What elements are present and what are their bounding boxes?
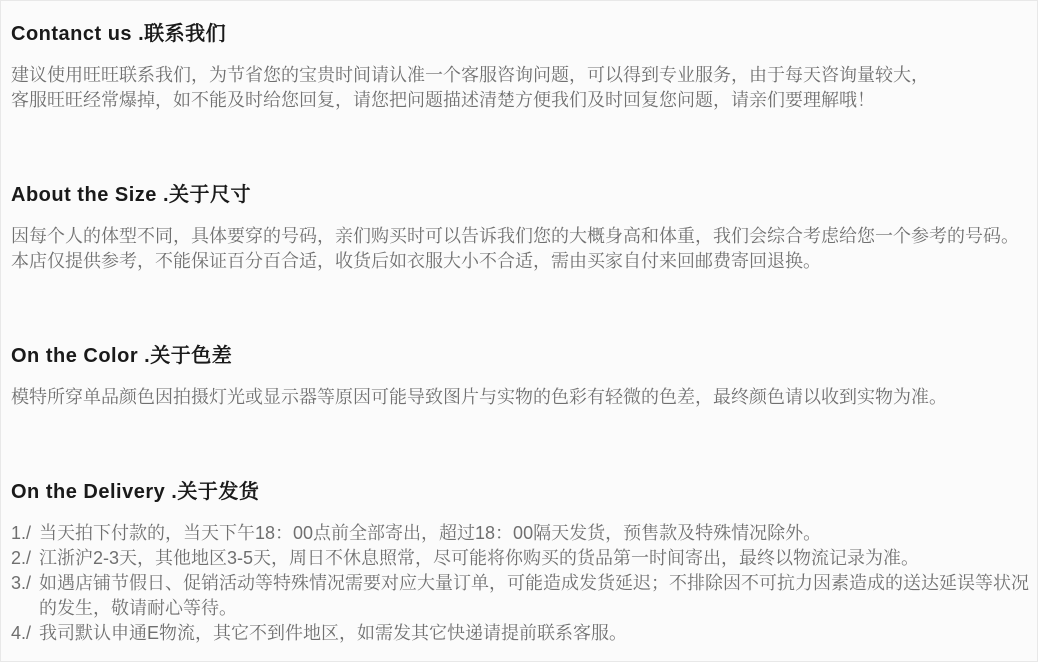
list-item-marker: 4./ <box>11 623 32 643</box>
list-item-marker: 3./ <box>11 573 32 593</box>
about-size-line: 因每个人的体型不同，具体要穿的号码，亲们购买时可以告诉我们您的大概身高和体重，我们会综合考虑给您一个参考的号码。 <box>11 226 1019 246</box>
about-size-heading: About the Size .关于尺寸 <box>11 184 251 206</box>
on-delivery-heading: On the Delivery .关于发货 <box>11 481 260 503</box>
list-item <box>11 521 1029 546</box>
list-item-marker: 2./ <box>11 548 32 568</box>
delivery-notice-list <box>11 521 1029 646</box>
list-item-text: 我司默认申通E物流，其它不到件地区，如需发其它快递请提前联系客服。 <box>39 623 628 643</box>
list-item-text: 江浙沪2-3天，其他地区3-5天，周日不休息照常，尽可能将你购买的货品第一时间寄出，最终以物流记录为准。 <box>39 548 920 568</box>
list-item-text: 如遇店铺节假日、促销活动等特殊情况需要对应大量订单，可能造成发货延迟；不排除因不可抗力因素造成的送达延误等状况的发生，敬请耐心等待。 <box>39 573 1029 618</box>
contact-us-line: 建议使用旺旺联系我们，为节省您的宝贵时间请认准一个客服咨询问题，可以得到专业服务，由于每天咨询量较大， <box>11 65 929 85</box>
contact-us-heading: Contanct us .联系我们 <box>11 23 227 45</box>
list-item <box>11 571 1029 621</box>
section-contact-us <box>11 23 1029 113</box>
list-item <box>11 621 1029 646</box>
contact-us-line: 客服旺旺经常爆掉，如不能及时给您回复，请您把问题描述清楚方便我们及时回复您问题，请亲们要理解哦！ <box>11 90 875 110</box>
on-color-line: 模特所穿单品颜色因拍摄灯光或显示器等原因可能导致图片与实物的色彩有轻微的色差，最终颜色请以收到实物为准。 <box>11 387 947 407</box>
list-item-marker: 1./ <box>11 523 32 543</box>
about-size-line: 本店仅提供参考，不能保证百分百合适，收货后如衣服大小不合适，需由买家自付来回邮费寄回退换。 <box>11 251 821 271</box>
section-on-color <box>11 345 1029 410</box>
list-item-text: 当天拍下付款的，当天下午18：00点前全部寄出，超过18：00隔天发货，预售款及特殊情况除外。 <box>39 523 822 543</box>
section-about-size <box>11 184 1029 274</box>
section-on-delivery <box>11 481 1029 646</box>
list-item <box>11 546 1029 571</box>
on-color-heading: On the Color .关于色差 <box>11 345 233 367</box>
